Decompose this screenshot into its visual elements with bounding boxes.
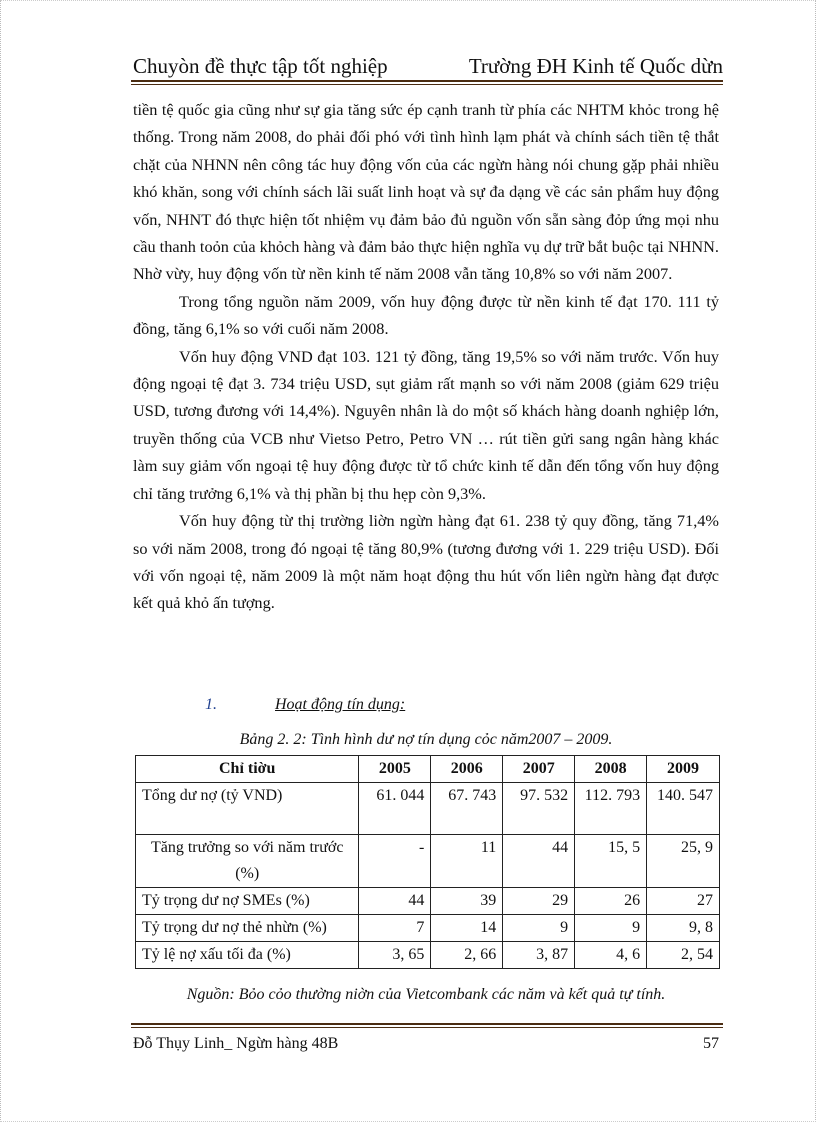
page-bottom-edge [0, 1121, 816, 1122]
table-header-row [136, 756, 720, 783]
table-cell: 44 [359, 888, 431, 915]
section-number: 1. [205, 696, 217, 713]
table-cell: 15, 5 [575, 835, 647, 888]
table-cell: 44 [503, 835, 575, 888]
paragraph-2: Trong tổng nguồn năm 2009, vốn huy động được từ nền kinh tế đạt 170. 111 tỷ đồng, tăng 6,1% so với cuối năm 2008. [133, 291, 719, 339]
row-label: Tăng trưởng so với năm trước (%) [136, 835, 359, 888]
table-cell: 9 [575, 915, 647, 942]
header-left-title: Chuyòn đề thực tập tốt nghiệp [133, 54, 388, 78]
table-cell: 2, 66 [431, 942, 503, 969]
table-header-year: 2007 [503, 756, 575, 783]
table-cell: 112. 793 [575, 783, 647, 835]
table-row [136, 915, 720, 942]
table-cell: 27 [647, 888, 720, 915]
table-cell: 2, 54 [647, 942, 720, 969]
header-rule [131, 80, 723, 82]
table-cell: 4, 6 [575, 942, 647, 969]
table-header-label: Chỉ tiờu [136, 756, 359, 783]
row-label: Tỷ trọng dư nợ thẻ nhừn (%) [136, 915, 359, 942]
table-cell: 140. 547 [647, 783, 720, 835]
page-number: 57 [703, 1035, 719, 1052]
table-header-year: 2009 [647, 756, 720, 783]
table-row [136, 942, 720, 969]
row-label: Tỷ lệ nợ xấu tối đa (%) [136, 942, 359, 969]
table-cell: 67. 743 [431, 783, 503, 835]
row-label: Tỷ trọng dư nợ SMEs (%) [136, 888, 359, 915]
footer-rule [131, 1023, 723, 1025]
table-cell: - [359, 835, 431, 888]
footer-rule-thin [131, 1027, 723, 1028]
paragraph-1: tiền tệ quốc gia cũng như sự gia tăng sức ép cạnh tranh từ phía các NHTM khỏc trong hệ thống. Trong năm 2008, do phải đối phó với tình hình lạm phát và chính sách tiền tệ thắt chặt của NHNN nên công tác huy động vốn của các ngừn hàng nói chung gặp phải nhiều khó khăn, song với chính sách lãi suất linh hoạt và sự đa dạng về các sản phẩm huy động vốn, NHNT đó thực hiện tốt nhiệm vụ đảm bảo đủ nguồn vốn sẵn sàng đỏp ứng mọi nhu cầu thanh toỏn của khỏch hàng và đảm bảo thực hiện nghĩa vụ dự trữ bắt buộc tại NHNN. Nhờ vừy, huy động vốn từ nền kinh tế năm 2008 vẫn tăng 10,8% so với năm 2007. [133, 100, 719, 284]
table-row [136, 835, 720, 888]
table-row [136, 888, 720, 915]
table-cell: 9 [503, 915, 575, 942]
paragraph-3: Vốn huy động VND đạt 103. 121 tỷ đồng, tăng 19,5% so với năm trước. Vốn huy động ngoại tệ đạt 3. 734 triệu USD, sụt giảm rất mạnh so với năm 2008 (giảm 629 triệu USD, tương đương với 14,4%). Nguyên nhân là do một số khách hàng doanh nghiệp lớn, truyền thống của VCB như Vietso Petro, Petro VN … rút tiền gửi sang ngân hàng khác làm suy giảm vốn ngoại tệ huy động được từ tổ chức kinh tế dẫn đến tổng vốn huy động chỉ tăng trưởng 6,1% và thị phần bị thu hẹp còn 9,3%. [133, 346, 719, 503]
header-rule-thin [131, 84, 723, 85]
table-header-year: 2006 [431, 756, 503, 783]
table-row [136, 783, 720, 835]
table-cell: 3, 65 [359, 942, 431, 969]
table-cell: 29 [503, 888, 575, 915]
credit-table [135, 755, 720, 969]
table-header-year: 2005 [359, 756, 431, 783]
section-title: Hoạt động tín dụng: [275, 696, 406, 713]
table-cell: 3, 87 [503, 942, 575, 969]
body-text [133, 96, 719, 617]
table-cell: 26 [575, 888, 647, 915]
table-cell: 61. 044 [359, 783, 431, 835]
table-source-note: Nguồn: Bỏo cỏo thường niờn của Vietcombank các năm và kết quả tự tính. [186, 986, 666, 1003]
table-cell: 11 [431, 835, 503, 888]
page-header [133, 52, 723, 80]
table-cell: 9, 8 [647, 915, 720, 942]
table-cell: 39 [431, 888, 503, 915]
footer-author: Đỗ Thụy Linh_ Ngừn hàng 48B [133, 1035, 339, 1052]
row-label: Tổng dư nợ (tỷ VND) [136, 783, 359, 835]
section-heading [133, 696, 719, 724]
table-cell: 25, 9 [647, 835, 720, 888]
table-cell: 14 [431, 915, 503, 942]
header-right-title: Trường ĐH Kinh tế Quốc dừn [468, 54, 723, 78]
table-cell: 97. 532 [503, 783, 575, 835]
table-cell: 7 [359, 915, 431, 942]
paragraph-4: Vốn huy động từ thị trường liờn ngừn hàng đạt 61. 238 tỷ quy đồng, tăng 71,4% so với năm 2008, trong đó ngoại tệ tăng 80,9% (tương đương với 1. 229 triệu USD). Đối với vốn ngoại tệ, năm 2009 là một năm hoạt động thu hút vốn liên ngừn hàng đạt được kết quả khỏ ấn tượng. [133, 511, 719, 613]
table-header-year: 2008 [575, 756, 647, 783]
table-caption: Bảng 2. 2: Tình hình dư nợ tín dụng cỏc năm2007 – 2009. [239, 731, 613, 748]
